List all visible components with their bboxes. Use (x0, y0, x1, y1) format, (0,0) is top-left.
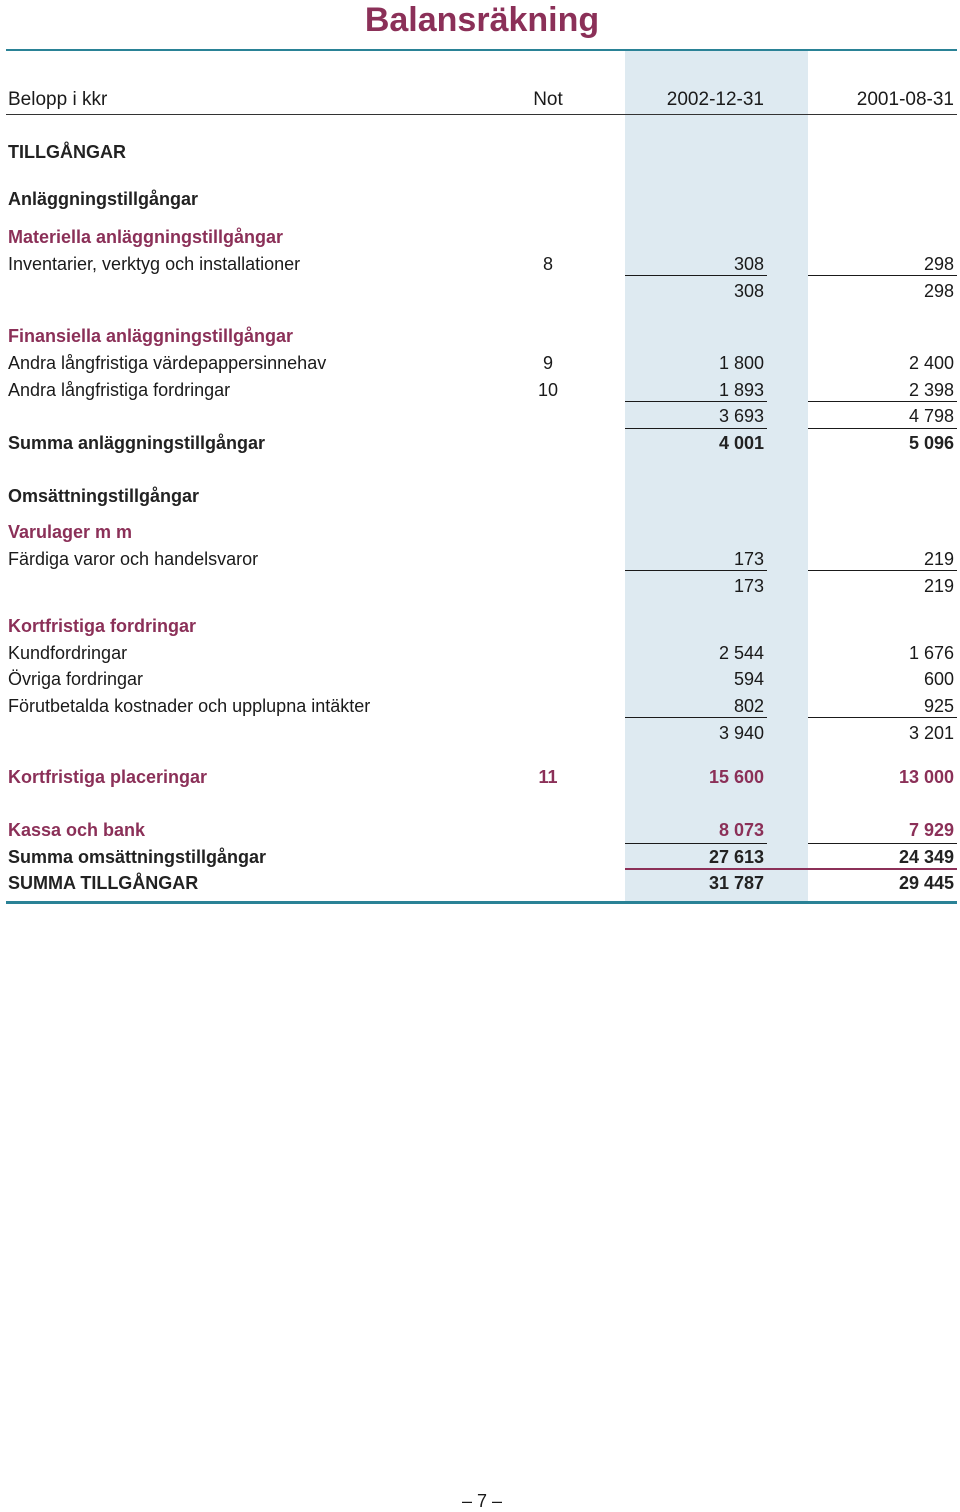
subtotal-rule (625, 428, 767, 429)
row-value-2001: 219 (923, 549, 954, 569)
row-note: 10 (537, 380, 559, 400)
table-row (0, 548, 960, 570)
subtotal-rule (625, 275, 767, 276)
row-value-2001: 298 (923, 281, 954, 301)
row-value-2001: 13 000 (898, 767, 954, 787)
table-row (0, 846, 960, 868)
row-label: Andra långfristiga värdepappersinnehav (8, 353, 327, 373)
header-label: Belopp i kkr (8, 89, 108, 110)
row-value-2001: 600 (923, 669, 954, 689)
subtotal-rule (808, 275, 957, 276)
table-row (0, 642, 960, 664)
header-rule (6, 114, 957, 115)
subtotal-rule (625, 401, 767, 402)
row-value-2001: 2 398 (908, 380, 954, 400)
row-label: Inventarier, verktyg och installationer (8, 254, 301, 274)
row-label: Omsättningstillgångar (8, 486, 200, 506)
table-row (0, 253, 960, 275)
row-value-2001: 925 (923, 696, 954, 716)
table-row (0, 325, 960, 347)
header-note: Not (533, 89, 563, 110)
row-value-2002: 31 787 (708, 873, 764, 893)
row-value-2002: 308 (733, 281, 764, 301)
row-value-2002: 173 (733, 549, 764, 569)
row-label: Övriga fordringar (8, 669, 144, 689)
row-value-2001: 3 201 (908, 723, 954, 743)
row-note: 11 (538, 767, 558, 787)
total-accent-rule (625, 868, 957, 870)
row-value-2001: 298 (923, 254, 954, 274)
row-label: Färdiga varor och handelsvaror (8, 549, 259, 569)
page-number: – 7 – (461, 1491, 503, 1511)
table-row (0, 722, 960, 744)
row-note: 9 (542, 353, 553, 373)
table-row (0, 226, 960, 248)
row-value-2001: 5 096 (908, 433, 954, 453)
row-label: Materiella anläggningstillgångar (8, 227, 284, 247)
row-label: Finansiella anläggningstillgångar (8, 326, 294, 346)
row-value-2001: 1 676 (908, 643, 954, 663)
table-row (0, 615, 960, 637)
subtotal-rule (808, 717, 957, 718)
subtotal-rule (808, 401, 957, 402)
row-value-2001: 4 798 (908, 406, 954, 426)
top-rule (6, 49, 957, 51)
row-value-2001: 2 400 (908, 353, 954, 373)
row-value-2002: 4 001 (718, 433, 764, 453)
row-label: Kortfristiga placeringar (8, 767, 208, 787)
subtotal-rule (808, 843, 957, 844)
table-row (0, 352, 960, 374)
row-value-2002: 3 940 (718, 723, 764, 743)
row-value-2002: 3 693 (718, 406, 764, 426)
row-note: 8 (542, 254, 553, 274)
table-row (0, 766, 960, 788)
row-label: Varulager m m (8, 522, 133, 542)
row-value-2002: 802 (733, 696, 764, 716)
subtotal-rule (625, 843, 767, 844)
row-label: TILLGÅNGAR (8, 142, 126, 162)
row-label: Summa anläggningstillgångar (8, 433, 266, 453)
row-value-2002: 308 (733, 254, 764, 274)
row-label: Kassa och bank (8, 820, 146, 840)
table-row (0, 280, 960, 302)
row-value-2001: 29 445 (898, 873, 954, 893)
subtotal-rule (808, 570, 957, 571)
row-label: Kortfristiga fordringar (8, 616, 197, 636)
table-row (0, 405, 960, 427)
table-row (0, 872, 960, 894)
row-value-2002: 27 613 (708, 847, 764, 867)
header-col-2002: 2002-12-31 (666, 89, 764, 110)
table-row (0, 819, 960, 841)
row-value-2002: 1 893 (718, 380, 764, 400)
row-value-2001: 219 (923, 576, 954, 596)
table-row (0, 695, 960, 717)
row-label: Andra långfristiga fordringar (8, 380, 231, 400)
row-label: SUMMA TILLGÅNGAR (8, 873, 199, 893)
row-value-2001: 24 349 (898, 847, 954, 867)
subtotal-rule (625, 570, 767, 571)
header-col-2001: 2001-08-31 (856, 89, 954, 110)
table-row (0, 188, 960, 210)
row-value-2002: 2 544 (718, 643, 764, 663)
bottom-rule (6, 901, 957, 904)
table-row (0, 379, 960, 401)
row-value-2002: 173 (733, 576, 764, 596)
row-label: Anläggningstillgångar (8, 189, 199, 209)
row-value-2001: 7 929 (908, 820, 954, 840)
row-label: Kundfordringar (8, 643, 128, 663)
page-title: Balansräkning (364, 1, 600, 39)
row-label: Summa omsättningstillgångar (8, 847, 267, 867)
subtotal-rule (808, 428, 957, 429)
table-row (0, 485, 960, 507)
table-row (0, 432, 960, 454)
table-row (0, 668, 960, 690)
table-row (0, 575, 960, 597)
row-value-2002: 594 (733, 669, 764, 689)
table-row (0, 141, 960, 163)
table-header (0, 89, 960, 111)
table-row (0, 521, 960, 543)
row-value-2002: 1 800 (718, 353, 764, 373)
row-label: Förutbetalda kostnader och upplupna intäkter (8, 696, 371, 716)
subtotal-rule (625, 717, 767, 718)
row-value-2002: 8 073 (718, 820, 764, 840)
row-value-2002: 15 600 (708, 767, 764, 787)
